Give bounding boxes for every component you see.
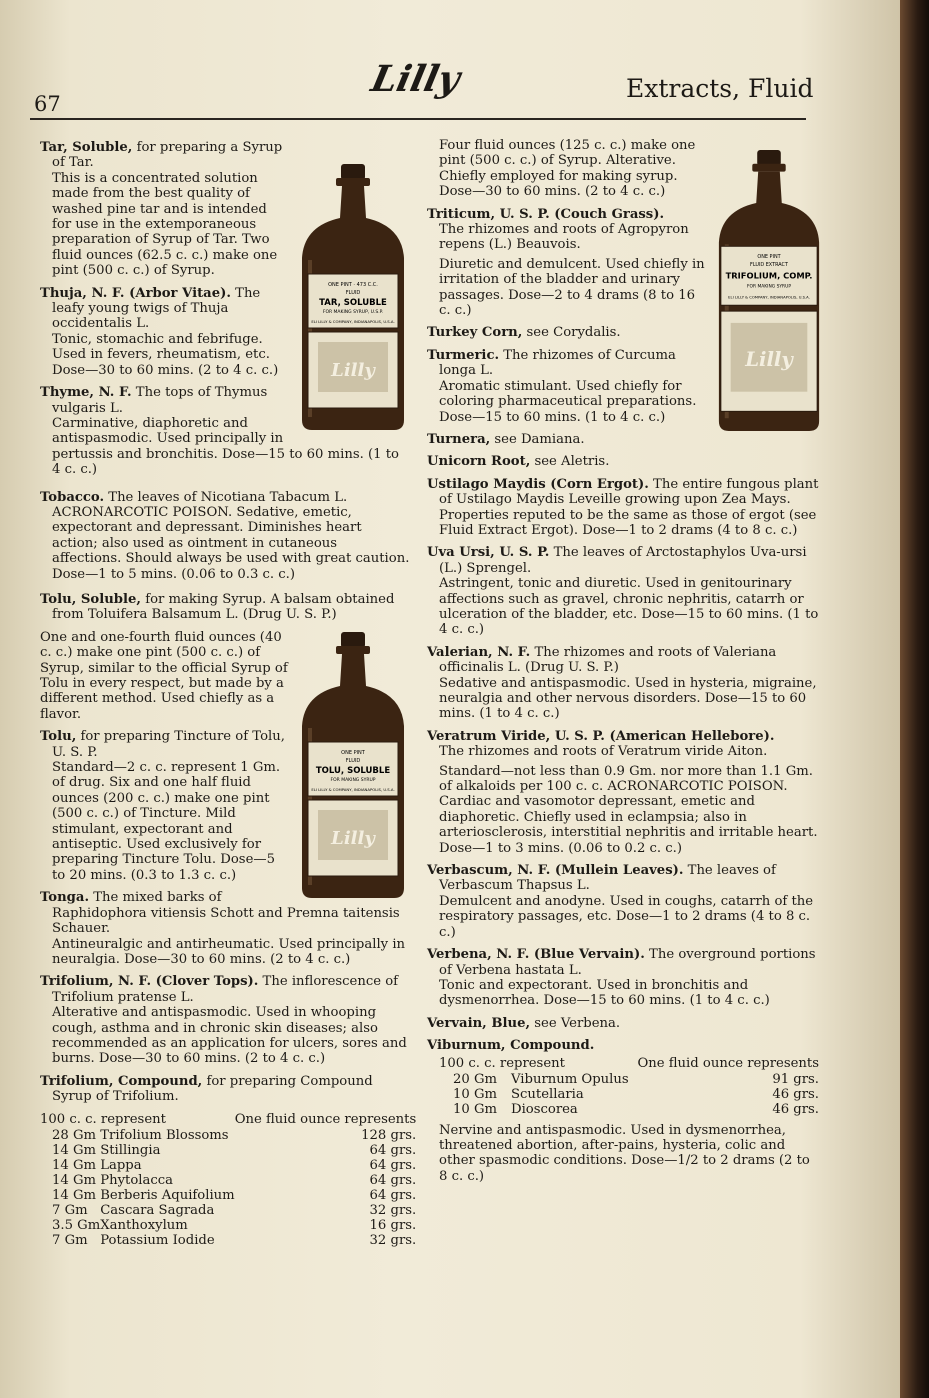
book-spine xyxy=(900,0,929,1398)
entry-tar-head-rest: for preparing a Syrup of Tar. xyxy=(52,140,283,171)
formula-equivalent: 16 grs. xyxy=(369,1217,417,1233)
formula-row xyxy=(427,1087,819,1102)
formula-row xyxy=(40,1128,416,1143)
entry-turmeric-head: Turmeric. xyxy=(427,347,500,363)
entry-tar-desc: This is a concentrated solution made from the best quality of washed pine tar and is intended for use in the extemporaneous preparation of Syrup of Tar. Two fluid ounces (62.5 c. c.) make one pint (500 c. c.) of Syrup. xyxy=(52,170,278,279)
entry-vervain-rest: see Verbena. xyxy=(530,1015,621,1031)
entry-valerian-head: Valerian, N. F. xyxy=(427,644,531,660)
entry-turkey-corn-head: Turkey Corn, xyxy=(427,325,523,341)
entry-viburnum-desc: Nervine and antispasmodic. Used in dysmenorrhea, threatened abortion, after-pains, hysteria, colic and other spasmodic conditions. Dose—1/2 to 2 drams (2 to 8 c. c.) xyxy=(439,1122,810,1184)
entry-verbena-rest: The overground portions of Verbena hastata L. xyxy=(439,947,816,978)
entry-tonga-head: Tonga. xyxy=(40,890,90,906)
formula-row xyxy=(40,1218,416,1233)
formula-equivalent: 91 grs. xyxy=(772,1071,819,1087)
formula-quantity: 14 Gm xyxy=(52,1187,97,1203)
entry-trifolium-head: Trifolium, N. F. (Clover Tops). xyxy=(40,974,259,990)
viburnum-formula-left-header: 100 c. c. represent xyxy=(439,1055,565,1071)
formula-row xyxy=(427,1102,819,1117)
bottle-tar-l4: FOR MAKING SYRUP, U.S.P. xyxy=(322,310,384,315)
bottle-tar-l2: FLUID xyxy=(345,290,361,296)
entry-triticum-desc: Diuretic and demulcent. Used chiefly in irritation of the bladder and urinary passages. Dose—2 to 4 drams (8 to 16 c. c.) xyxy=(439,256,705,319)
entry-verbascum-head: Verbascum, N. F. (Mullein Leaves). xyxy=(427,863,684,879)
entry-thyme-desc: Carminative, diaphoretic and antispasmodic. Used principally in pertussis and bronchitis. Dose—15 to 60 mins. (1 to 4 c. c.) xyxy=(52,415,399,478)
formula-row xyxy=(40,1233,416,1248)
header-rule xyxy=(30,118,806,120)
formula-row xyxy=(40,1158,416,1173)
entry-tobacco-desc: ACRONARCOTIC POISON. Sedative, emetic, expectorant and depressant. Diminishes heart action; also used as ointment in cutaneous affections. Should always be used with great caution. Dose—1 to 5 mins. (0.06 to 0.3 c. c.) xyxy=(52,504,410,582)
formula-right-header: One fluid ounce represents xyxy=(234,1111,417,1127)
entry-trifolium-comp-head-rest: for preparing Compound Syrup of Trifolium. xyxy=(52,1073,373,1105)
entry-unicorn-head: Unicorn Root, xyxy=(427,454,531,470)
bottle-tolu-l3: TOLU, SOLUBLE xyxy=(315,765,391,776)
entry-veratrum-head: Veratrum Viride, U. S. P. (American Hellebore). xyxy=(427,728,775,744)
formula-ingredient: Dioscorea xyxy=(511,1101,578,1117)
entry-turmeric-rest: The rhizomes of Curcuma longa L. xyxy=(439,347,676,379)
entry-verbascum xyxy=(427,863,819,940)
entry-ustilago xyxy=(427,477,819,539)
formula-quantity: 10 Gm xyxy=(453,1101,498,1117)
bottle-tar-brand: Lilly xyxy=(331,360,375,381)
bottle-tolu-l1: ONE PINT xyxy=(341,749,365,756)
entry-vervain-head: Vervain, Blue, xyxy=(427,1015,531,1031)
bottle-trifolium xyxy=(713,148,825,433)
formula-equivalent: 46 grs. xyxy=(772,1086,819,1102)
formula-quantity: 14 Gm xyxy=(52,1172,97,1188)
entry-turmeric-desc: Aromatic stimulant. Used chiefly for coloring pharmaceutical preparations. Dose—15 to 60 mins. (1 to 4 c. c.) xyxy=(439,378,697,425)
entry-trifolium-head-rest: The inflorescence of Trifolium pratense L. xyxy=(52,974,399,1005)
formula-left-header: 100 c. c. represent xyxy=(40,1111,166,1127)
formula-ingredient: Potassium Iodide xyxy=(100,1232,215,1248)
bottle-trifolium-l5: ELI LILLY & COMPANY, INDIANAPOLIS, U.S.A. xyxy=(728,295,810,300)
entry-turnera-head: Turnera, xyxy=(427,431,491,447)
entry-tolu-soluble-head-rest: for making Syrup. A balsam obtained from Toluifera Balsamum L. (Drug U. S. P.) xyxy=(52,591,395,623)
formula-ingredient: Lappa xyxy=(100,1157,142,1173)
entry-unicorn xyxy=(427,454,819,469)
entry-turnera-rest: see Damiana. xyxy=(490,431,585,447)
bottle-tar-l5: ELI LILLY & COMPANY, INDIANAPOLIS, U.S.A. xyxy=(311,319,395,324)
entry-trifolium-cont-desc: Four fluid ounces (125 c. c.) make one pint (500 c. c.) of Syrup. Alterative. Chiefly employed for making syrup. Dose—30 to 60 mins. (2 to 4 c. c.) xyxy=(439,138,696,200)
formula-ingredient: Cascara Sagrada xyxy=(100,1202,215,1218)
bottle-trifolium-image xyxy=(713,148,825,433)
formula-quantity: 14 Gm xyxy=(52,1157,97,1173)
entry-uva-ursi-desc: Astringent, tonic and diuretic. Used in genitourinary affections such as gravel, chronic nephritis, catarrh or ulceration of the bladder, etc. Dose—15 to 60 mins. (1 to 4 c. c.) xyxy=(439,576,819,638)
formula-ingredient: Viburnum Opulus xyxy=(511,1071,629,1087)
entry-unicorn-rest: see Aletris. xyxy=(530,454,610,470)
formula-ingredient: Berberis Aquifolium xyxy=(100,1187,235,1203)
entry-veratrum-desc: Standard—not less than 0.9 Gm. nor more than 1.1 Gm. of alkaloids per 100 c. c. ACRONARCOTIC POISON. Cardiac and vasomotor depressant, emetic and diaphoretic. Chiefly used in eclampsia; also in arteriosclerosis, interstitial nephritis and irritable heart. Dose—1 to 3 mins. (0.06 to 0.2 c. c.) xyxy=(439,763,818,856)
formula-quantity: 28 Gm xyxy=(52,1127,97,1143)
entry-verbascum-desc: Demulcent and anodyne. Used in coughs, catarrh of the respiratory passages, etc. Dose—1 to 2 drams (4 to 8 c. c.) xyxy=(439,893,814,940)
entry-trifolium-comp-head: Trifolium, Compound, xyxy=(40,1073,203,1089)
entry-verbascum-rest: The leaves of Verbascum Thapsus L. xyxy=(439,863,776,894)
formula-quantity: 14 Gm xyxy=(52,1142,97,1158)
entry-turnera xyxy=(427,432,819,447)
bottle-trifolium-l4: FOR MAKING SYRUP xyxy=(746,284,792,290)
entry-tolu-tincture-desc: Standard—2 c. c. represent 1 Gm. of drug. Six and one half fluid ounces (200 c. c.) make one pint (500 c. c.) of Tincture. Mild stimulant, expectorant and antiseptic. Used exclusively for preparing Tincture Tolu. Dose—5 to 20 mins. (0.3 to 1.3 c. c.) xyxy=(52,760,281,883)
entry-veratrum xyxy=(427,729,819,856)
entry-thuja-head-rest: The leafy young twigs of Thuja occidentalis L. xyxy=(52,285,261,332)
entry-tolu-tincture-head-rest: for preparing Tincture of Tolu, U. S. P. xyxy=(52,729,285,760)
entry-trifolium xyxy=(40,974,410,1066)
entry-valerian-rest: The rhizomes and roots of Valeriana officinalis L. (Drug U. S. P.) xyxy=(439,644,777,676)
bottle-tar-l3: TAR, SOLUBLE xyxy=(319,298,387,308)
entry-trifolium-desc: Alterative and antispasmodic. Used in whooping cough, asthma and in chronic skin diseases; also recommended as an application for ulcers, sores and burns. Dose—30 to 60 mins. (2 to 4 c. c.) xyxy=(52,1005,407,1067)
formula-equivalent: 46 grs. xyxy=(772,1101,819,1117)
entry-tonga-head-rest: The mixed barks of Raphidophora vitiensis Schott and Premna taitensis Schauer. xyxy=(52,890,400,937)
formula-quantity: 7 Gm xyxy=(52,1202,88,1218)
formula-ingredient: Xanthoxylum xyxy=(100,1217,188,1233)
formula-row xyxy=(427,1072,819,1087)
bottle-tolu-l5: ELI LILLY & COMPANY, INDIANAPOLIS, U.S.A. xyxy=(311,786,395,792)
bottle-tar xyxy=(296,162,410,432)
entry-verbena-desc: Tonic and expectorant. Used in bronchitis and dysmenorrhea. Dose—15 to 60 mins. (1 to 4 c. c.) xyxy=(439,977,770,1009)
formula-equivalent: 64 grs. xyxy=(369,1157,417,1173)
formula-ingredient: Scutellaria xyxy=(511,1086,584,1102)
entry-verbena xyxy=(427,947,819,1009)
formula-ingredient: Phytolacca xyxy=(100,1172,173,1188)
formula-equivalent: 64 grs. xyxy=(369,1142,417,1158)
formula-quantity: 20 Gm xyxy=(453,1071,498,1087)
entry-turkey-corn-rest: see Corydalis. xyxy=(522,325,621,341)
formula-row xyxy=(40,1173,416,1188)
formula-row xyxy=(40,1143,416,1158)
entry-tobacco-head-rest: The leaves of Nicotiana Tabacum L. xyxy=(104,489,348,505)
entry-ustilago-head: Ustilago Maydis (Corn Ergot). xyxy=(427,476,649,492)
entry-tobacco-head: Tobacco. xyxy=(40,489,105,505)
entry-tar-head: Tar, Soluble, xyxy=(40,140,133,155)
entry-veratrum-source: The rhizomes and roots of Veratrum viride Aiton. xyxy=(439,744,768,760)
entry-uva-ursi-head: Uva Ursi, U. S. P. xyxy=(427,545,550,561)
entry-verbena-head: Verbena, N. F. (Blue Vervain). xyxy=(427,947,645,963)
formula-quantity: 3.5 Gm xyxy=(52,1217,101,1233)
entry-tonga xyxy=(40,890,410,967)
bottle-trifolium-brand: Lilly xyxy=(745,348,793,372)
formula-ingredient: Stillingia xyxy=(100,1142,161,1158)
entry-triticum-head: Triticum, U. S. P. (Couch Grass). xyxy=(427,206,665,222)
formula-equivalent: 128 grs. xyxy=(361,1127,417,1143)
formula-ingredient: Trifolium Blossoms xyxy=(100,1127,229,1143)
formula-equivalent: 32 grs. xyxy=(369,1202,417,1218)
section-title: Extracts, Fluid xyxy=(626,74,814,103)
right-column xyxy=(427,138,819,1188)
trifolium-formula-table xyxy=(40,1112,416,1248)
entry-uva-ursi-rest: The leaves of Arctostaphylos Uva-ursi (L.) Sprengel. xyxy=(439,545,807,576)
bottle-tolu-l4: FOR MAKING SYRUP xyxy=(330,777,376,783)
entry-ustilago-desc: Properties reputed to be the same as those of ergot (see Fluid Extract Ergot). Dose—1 to 2 drams (4 to 8 c. c.) xyxy=(439,507,817,538)
entry-uva-ursi xyxy=(427,545,819,637)
viburnum-formula-right-header: One fluid ounce represents xyxy=(637,1055,819,1071)
entry-valerian xyxy=(427,645,819,722)
entry-tolu-tincture-head: Tolu, xyxy=(40,729,77,745)
entry-tolu-soluble xyxy=(40,592,410,623)
entry-viburnum xyxy=(427,1038,819,1053)
formula-quantity: 7 Gm xyxy=(52,1232,88,1248)
bottle-tar-l1: ONE PINT · 473 C.C. xyxy=(328,282,378,288)
entry-triticum-source: The rhizomes and roots of Agropyron repens (L.) Beauvois. xyxy=(439,222,689,253)
formula-quantity: 10 Gm xyxy=(453,1086,498,1102)
entry-vervain xyxy=(427,1016,819,1031)
entry-thyme-head: Thyme, N. F. xyxy=(40,385,132,401)
formula-row xyxy=(40,1203,416,1218)
entry-tobacco xyxy=(40,490,410,582)
page-number: 67 xyxy=(34,92,61,116)
bottle-tolu-image xyxy=(296,630,410,900)
left-column xyxy=(40,140,417,1254)
bottle-tolu xyxy=(296,630,410,900)
entry-ustilago-rest: The entire fungous plant of Ustilago Maydis Leveille growing upon Zea Mays. xyxy=(439,476,819,508)
entry-trifolium-comp xyxy=(40,1074,410,1105)
entry-tonga-desc: Antineuralgic and antirheumatic. Used principally in neuralgia. Dose—30 to 60 mins. (2 to 4 c. c.) xyxy=(52,936,406,967)
formula-row xyxy=(40,1188,416,1203)
bottle-trifolium-l1: ONE PINT xyxy=(757,254,781,261)
entry-tolu-soluble-head: Tolu, Soluble, xyxy=(40,591,142,607)
bottle-tolu-brand: Lilly xyxy=(331,827,375,849)
viburnum-formula-table xyxy=(427,1056,819,1117)
entry-thuja-desc: Tonic, stomachic and febrifuge. Used in fevers, rheumatism, etc. Dose—30 to 60 mins. (2 to 4 c. c.) xyxy=(52,331,279,378)
bottle-tolu-l2: FLUID xyxy=(345,757,361,764)
entry-tolu-soluble-desc: One and one-fourth fluid ounces (40 c. c.) make one pint (500 c. c.) of Syrup, similar to the official Syrup of Tolu in every respect, but made by a different method. Used chiefly as a flavor. xyxy=(40,629,288,722)
lilly-logo: Lilly xyxy=(367,58,464,100)
entry-viburnum-head: Viburnum, Compound. xyxy=(427,1038,595,1054)
entry-valerian-desc: Sedative and antispasmodic. Used in hysteria, migraine, neuralgia and other nervous disorders. Dose—15 to 60 mins. (1 to 4 c. c.) xyxy=(439,675,817,722)
bottle-trifolium-l2: FLUID EXTRACT xyxy=(750,261,788,268)
entry-thyme-head-rest: The tops of Thymus vulgaris L. xyxy=(52,385,268,416)
formula-equivalent: 64 grs. xyxy=(369,1172,417,1188)
formula-equivalent: 32 grs. xyxy=(369,1232,417,1248)
bottle-trifolium-l3: TRIFOLIUM, COMP. xyxy=(725,270,813,281)
entry-thuja-head: Thuja, N. F. (Arbor Vitae). xyxy=(40,285,231,301)
formula-equivalent: 64 grs. xyxy=(369,1187,417,1203)
bottle-tar-image xyxy=(296,162,410,432)
